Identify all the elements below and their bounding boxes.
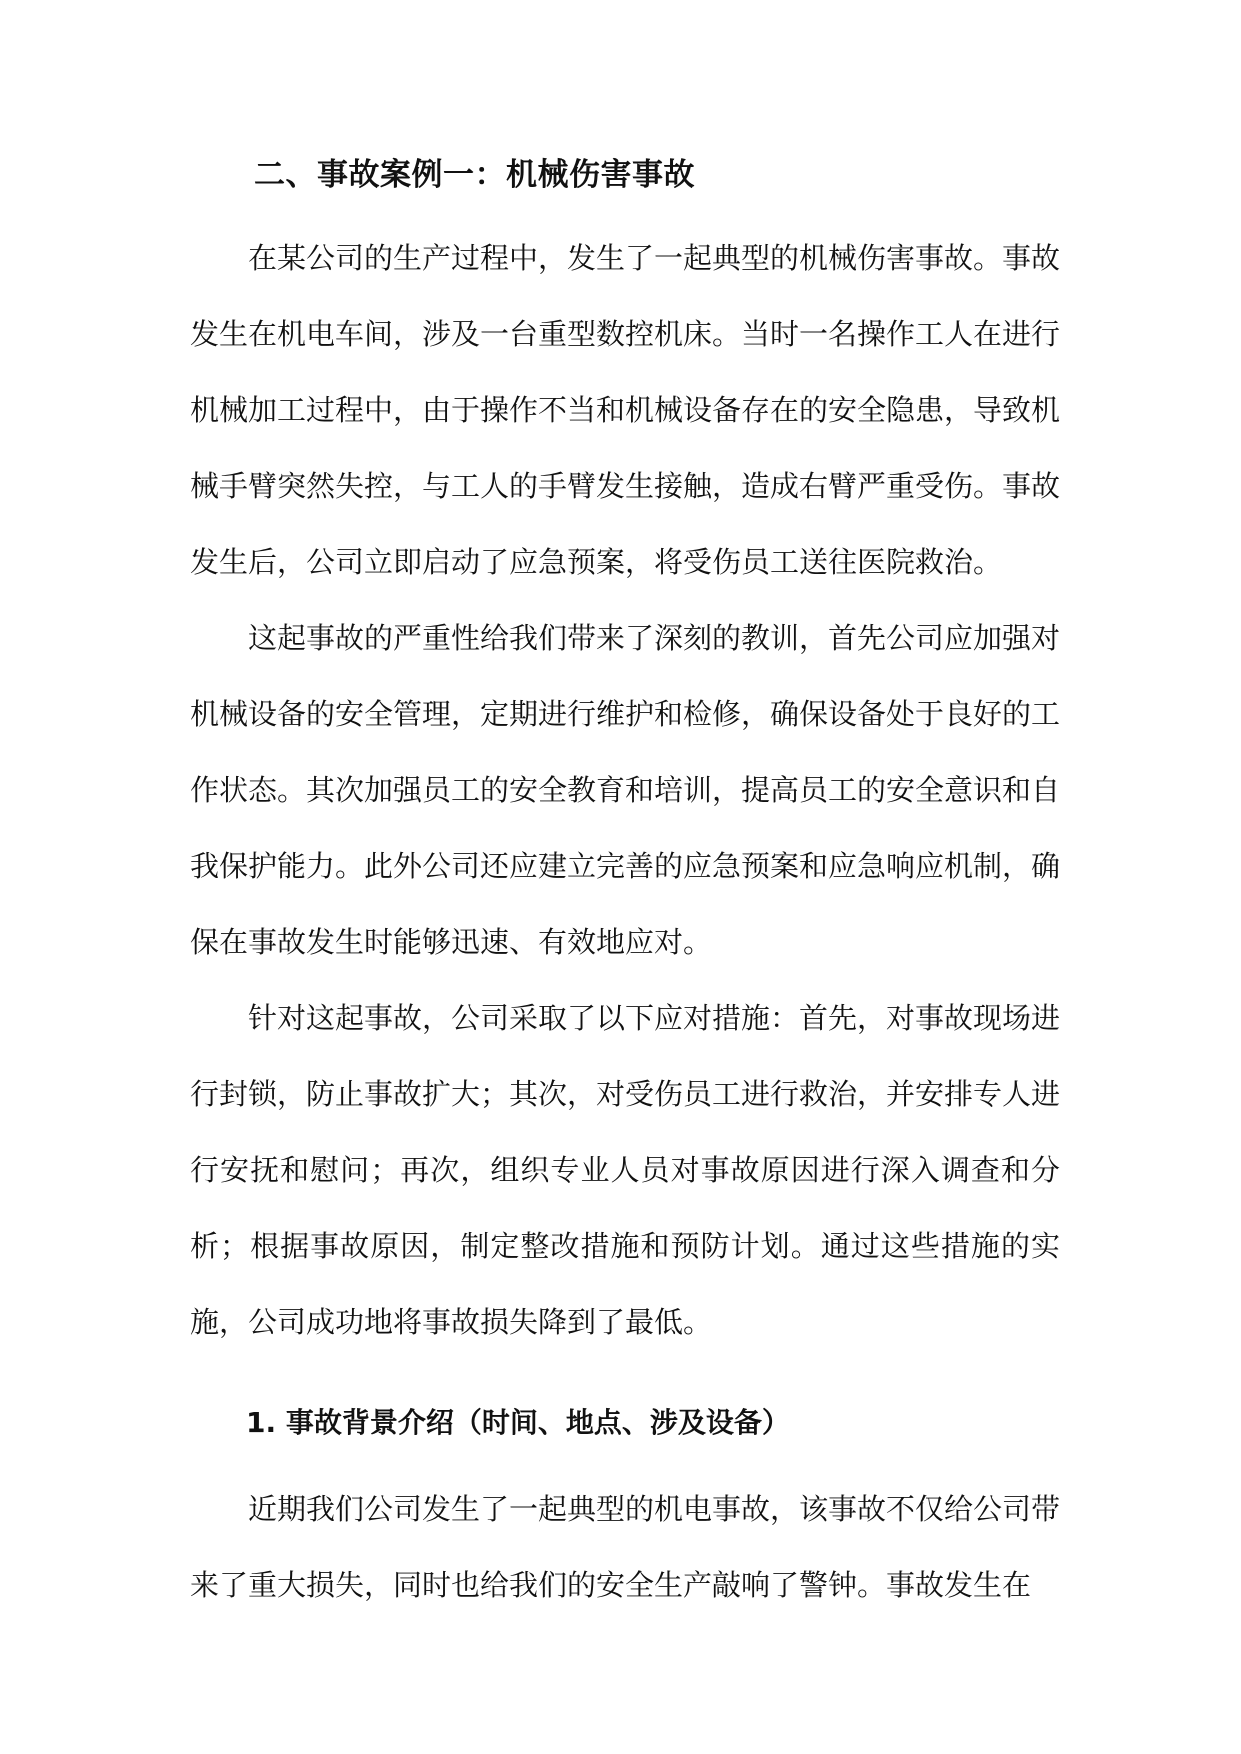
paragraph-accident-overview: 在某公司的生产过程中，发生了一起典型的机械伤害事故。事故发生在机电车间，涉及一台重型数控机床。当时一名操作工人在进行机械加工过程中，由于操作不当和机械设备存在的安全隐患，导致机械手臂突然失控，与工人的手臂发生接触，造成右臂严重受伤。事故发生后，公司立即启动了应急预案，将受伤员工送往医院救治。	[190, 241, 1061, 579]
subsection-title: 1. 事故背景介绍（时间、地点、涉及设备）	[246, 1406, 790, 1439]
paragraph-response-measures: 针对这起事故，公司采取了以下应对措施：首先，对事故现场进行封锁，防止事故扩大；其次，对受伤员工进行救治，并安排专人进行安抚和慰问；再次，组织专业人员对事故原因进行深入调查和分析；根据事故原因，制定整改措施和预防计划。通过这些措施的实施，公司成功地将事故损失降到了最低。	[190, 1001, 1061, 1339]
paragraph-background: 近期我们公司发生了一起典型的机电事故，该事故不仅给公司带来了重大损失，同时也给我们的安全生产敲响了警钟。事故发生在	[190, 1492, 1061, 1602]
paragraph-lessons-learned: 这起事故的严重性给我们带来了深刻的教训，首先公司应加强对机械设备的安全管理，定期进行维护和检修，确保设备处于良好的工作状态。其次加强员工的安全教育和培训，提高员工的安全意识和自我保护能力。此外公司还应建立完善的应急预案和应急响应机制，确保在事故发生时能够迅速、有效地应对。	[190, 621, 1061, 959]
section-title: 二、事故案例一：机械伤害事故	[254, 157, 695, 193]
